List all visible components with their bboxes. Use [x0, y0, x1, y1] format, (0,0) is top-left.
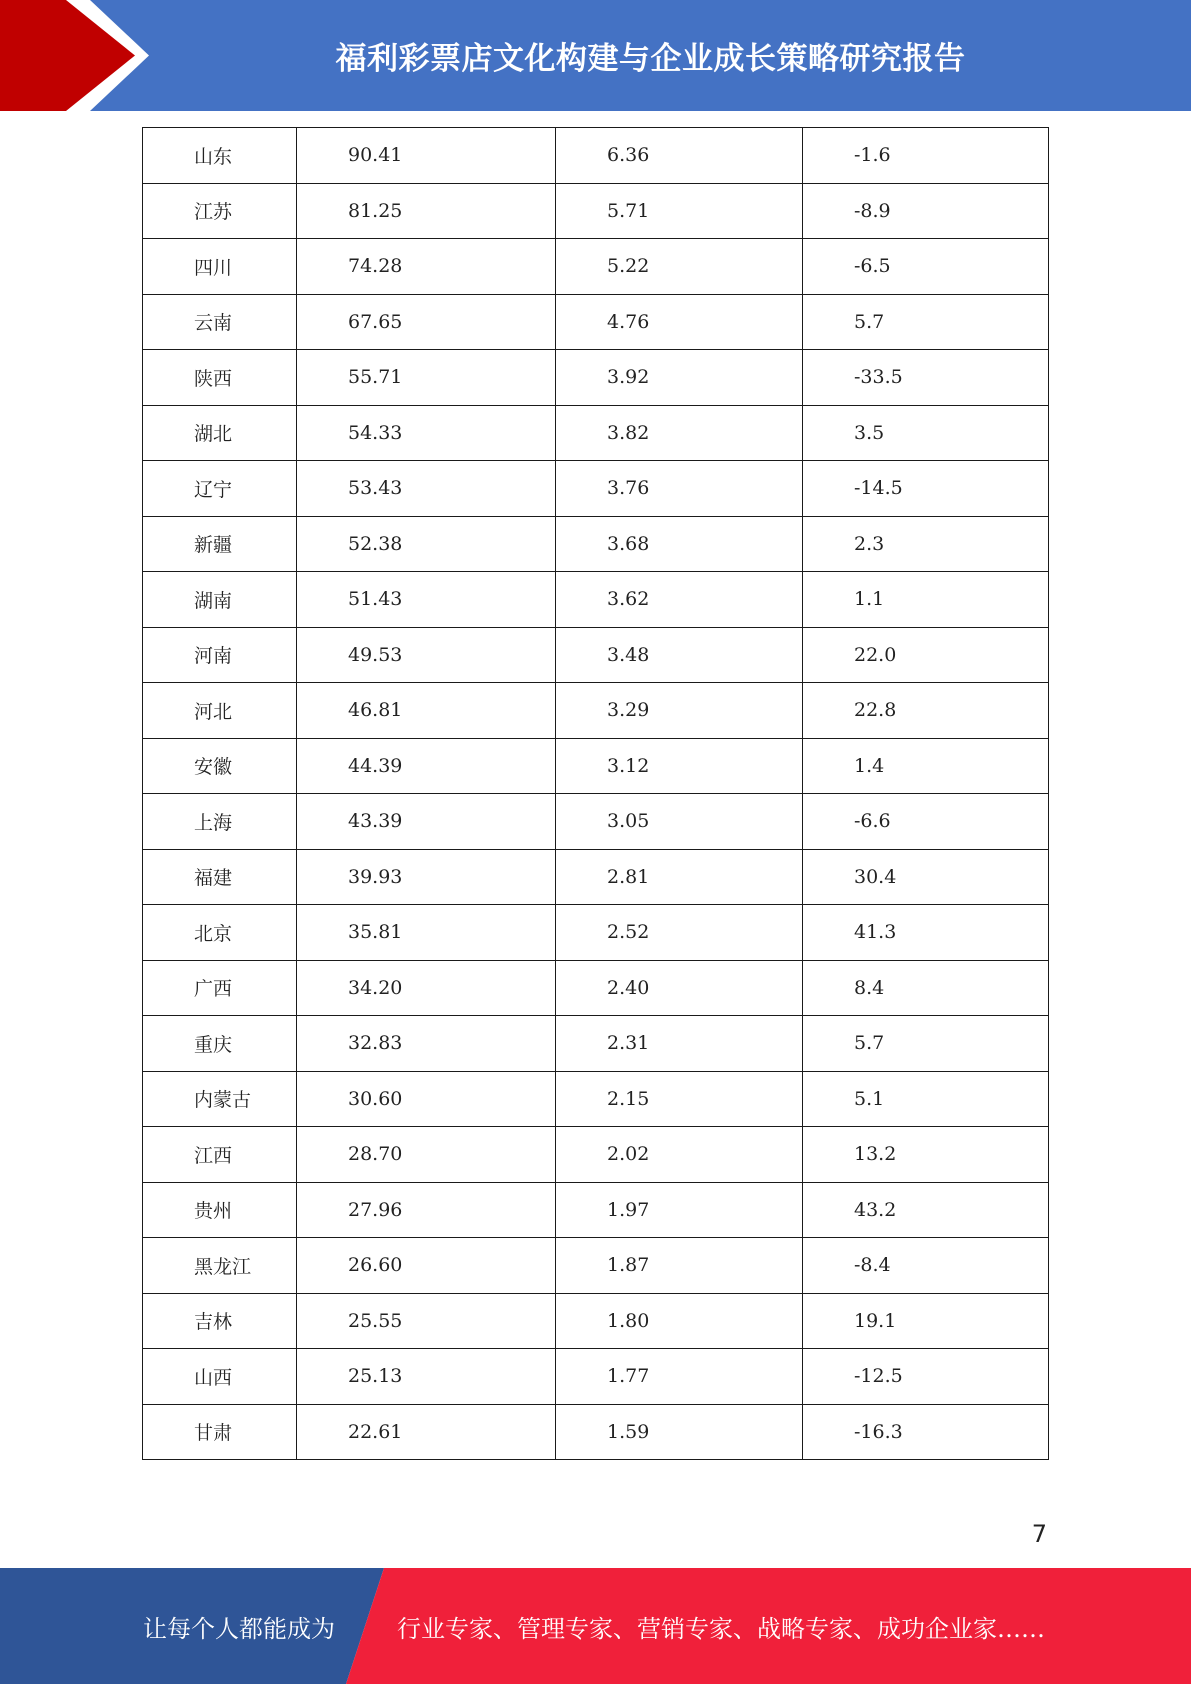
- value-cell: 53.43: [297, 461, 556, 517]
- province-cell: 湖南: [143, 572, 297, 628]
- table-row: [143, 794, 1049, 850]
- table-row: [143, 516, 1049, 572]
- page-header: [0, 0, 1191, 111]
- value-cell: 28.70: [297, 1127, 556, 1183]
- growth-cell: 1.1: [803, 572, 1049, 628]
- value-cell: 26.60: [297, 1238, 556, 1294]
- table-row: [143, 1016, 1049, 1072]
- province-cell: 新疆: [143, 516, 297, 572]
- province-cell: 河南: [143, 627, 297, 683]
- value-cell: 49.53: [297, 627, 556, 683]
- growth-cell: 43.2: [803, 1182, 1049, 1238]
- share-cell: 5.22: [556, 239, 803, 295]
- share-cell: 3.05: [556, 794, 803, 850]
- value-cell: 46.81: [297, 683, 556, 739]
- share-cell: 2.81: [556, 849, 803, 905]
- share-cell: 1.59: [556, 1404, 803, 1460]
- share-cell: 3.76: [556, 461, 803, 517]
- province-cell: 黑龙江: [143, 1238, 297, 1294]
- table-row: [143, 1182, 1049, 1238]
- province-cell: 河北: [143, 683, 297, 739]
- value-cell: 22.61: [297, 1404, 556, 1460]
- province-cell: 内蒙古: [143, 1071, 297, 1127]
- value-cell: 51.43: [297, 572, 556, 628]
- share-cell: 1.77: [556, 1349, 803, 1405]
- report-title: 福利彩票店文化构建与企业成长策略研究报告: [335, 41, 966, 77]
- share-cell: 2.52: [556, 905, 803, 961]
- growth-cell: -33.5: [803, 350, 1049, 406]
- table-row: [143, 738, 1049, 794]
- province-cell: 甘肃: [143, 1404, 297, 1460]
- province-cell: 陕西: [143, 350, 297, 406]
- value-cell: 39.93: [297, 849, 556, 905]
- table-row: [143, 294, 1049, 350]
- share-cell: 6.36: [556, 128, 803, 184]
- province-cell: 重庆: [143, 1016, 297, 1072]
- growth-cell: 13.2: [803, 1127, 1049, 1183]
- value-cell: 44.39: [297, 738, 556, 794]
- share-cell: 1.97: [556, 1182, 803, 1238]
- footer-slogan-left: 让每个人都能成为: [143, 1614, 335, 1643]
- table-row: [143, 1238, 1049, 1294]
- table-body: [143, 128, 1049, 1460]
- table-row: [143, 350, 1049, 406]
- table-row: [143, 572, 1049, 628]
- growth-cell: 41.3: [803, 905, 1049, 961]
- growth-cell: 5.7: [803, 1016, 1049, 1072]
- table-row: [143, 683, 1049, 739]
- province-cell: 江西: [143, 1127, 297, 1183]
- province-cell: 广西: [143, 960, 297, 1016]
- province-cell: 湖北: [143, 405, 297, 461]
- value-cell: 55.71: [297, 350, 556, 406]
- header-chevron-decoration: [0, 0, 160, 111]
- table-row: [143, 1127, 1049, 1183]
- table-row: [143, 461, 1049, 517]
- growth-cell: -6.5: [803, 239, 1049, 295]
- growth-cell: 2.3: [803, 516, 1049, 572]
- value-cell: 52.38: [297, 516, 556, 572]
- growth-cell: 22.0: [803, 627, 1049, 683]
- share-cell: 3.29: [556, 683, 803, 739]
- table-row: [143, 1349, 1049, 1405]
- value-cell: 74.28: [297, 239, 556, 295]
- growth-cell: 1.4: [803, 738, 1049, 794]
- share-cell: 5.71: [556, 183, 803, 239]
- growth-cell: -8.9: [803, 183, 1049, 239]
- share-cell: 2.31: [556, 1016, 803, 1072]
- value-cell: 34.20: [297, 960, 556, 1016]
- table-row: [143, 405, 1049, 461]
- growth-cell: 19.1: [803, 1293, 1049, 1349]
- province-cell: 四川: [143, 239, 297, 295]
- share-cell: 1.80: [556, 1293, 803, 1349]
- value-cell: 81.25: [297, 183, 556, 239]
- footer-slogan-right: 行业专家、管理专家、营销专家、战略专家、成功企业家……: [397, 1614, 1045, 1643]
- province-cell: 北京: [143, 905, 297, 961]
- share-cell: 4.76: [556, 294, 803, 350]
- province-cell: 吉林: [143, 1293, 297, 1349]
- province-cell: 福建: [143, 849, 297, 905]
- table-row: [143, 849, 1049, 905]
- province-cell: 云南: [143, 294, 297, 350]
- table-row: [143, 1071, 1049, 1127]
- share-cell: 2.02: [556, 1127, 803, 1183]
- share-cell: 2.15: [556, 1071, 803, 1127]
- province-cell: 辽宁: [143, 461, 297, 517]
- growth-cell: -6.6: [803, 794, 1049, 850]
- value-cell: 67.65: [297, 294, 556, 350]
- province-cell: 江苏: [143, 183, 297, 239]
- province-cell: 安徽: [143, 738, 297, 794]
- share-cell: 3.62: [556, 572, 803, 628]
- table-row: [143, 1293, 1049, 1349]
- growth-cell: -14.5: [803, 461, 1049, 517]
- growth-cell: 5.7: [803, 294, 1049, 350]
- growth-cell: 22.8: [803, 683, 1049, 739]
- growth-cell: -1.6: [803, 128, 1049, 184]
- growth-cell: 30.4: [803, 849, 1049, 905]
- page-footer: [0, 1568, 1191, 1684]
- growth-cell: 8.4: [803, 960, 1049, 1016]
- table-row: [143, 183, 1049, 239]
- share-cell: 3.12: [556, 738, 803, 794]
- table-row: [143, 239, 1049, 295]
- share-cell: 3.48: [556, 627, 803, 683]
- table-row: [143, 905, 1049, 961]
- value-cell: 27.96: [297, 1182, 556, 1238]
- growth-cell: -16.3: [803, 1404, 1049, 1460]
- share-cell: 3.68: [556, 516, 803, 572]
- value-cell: 25.13: [297, 1349, 556, 1405]
- share-cell: 3.82: [556, 405, 803, 461]
- value-cell: 54.33: [297, 405, 556, 461]
- share-cell: 1.87: [556, 1238, 803, 1294]
- table-row: [143, 627, 1049, 683]
- share-cell: 2.40: [556, 960, 803, 1016]
- value-cell: 43.39: [297, 794, 556, 850]
- page-number: 7: [1031, 1520, 1047, 1548]
- growth-cell: 5.1: [803, 1071, 1049, 1127]
- share-cell: 3.92: [556, 350, 803, 406]
- growth-cell: -12.5: [803, 1349, 1049, 1405]
- value-cell: 90.41: [297, 128, 556, 184]
- table-row: [143, 128, 1049, 184]
- province-data-table: [142, 127, 1049, 1460]
- table-row: [143, 1404, 1049, 1460]
- province-cell: 贵州: [143, 1182, 297, 1238]
- value-cell: 25.55: [297, 1293, 556, 1349]
- province-cell: 山西: [143, 1349, 297, 1405]
- value-cell: 32.83: [297, 1016, 556, 1072]
- table-row: [143, 960, 1049, 1016]
- value-cell: 30.60: [297, 1071, 556, 1127]
- province-cell: 山东: [143, 128, 297, 184]
- growth-cell: 3.5: [803, 405, 1049, 461]
- province-cell: 上海: [143, 794, 297, 850]
- value-cell: 35.81: [297, 905, 556, 961]
- growth-cell: -8.4: [803, 1238, 1049, 1294]
